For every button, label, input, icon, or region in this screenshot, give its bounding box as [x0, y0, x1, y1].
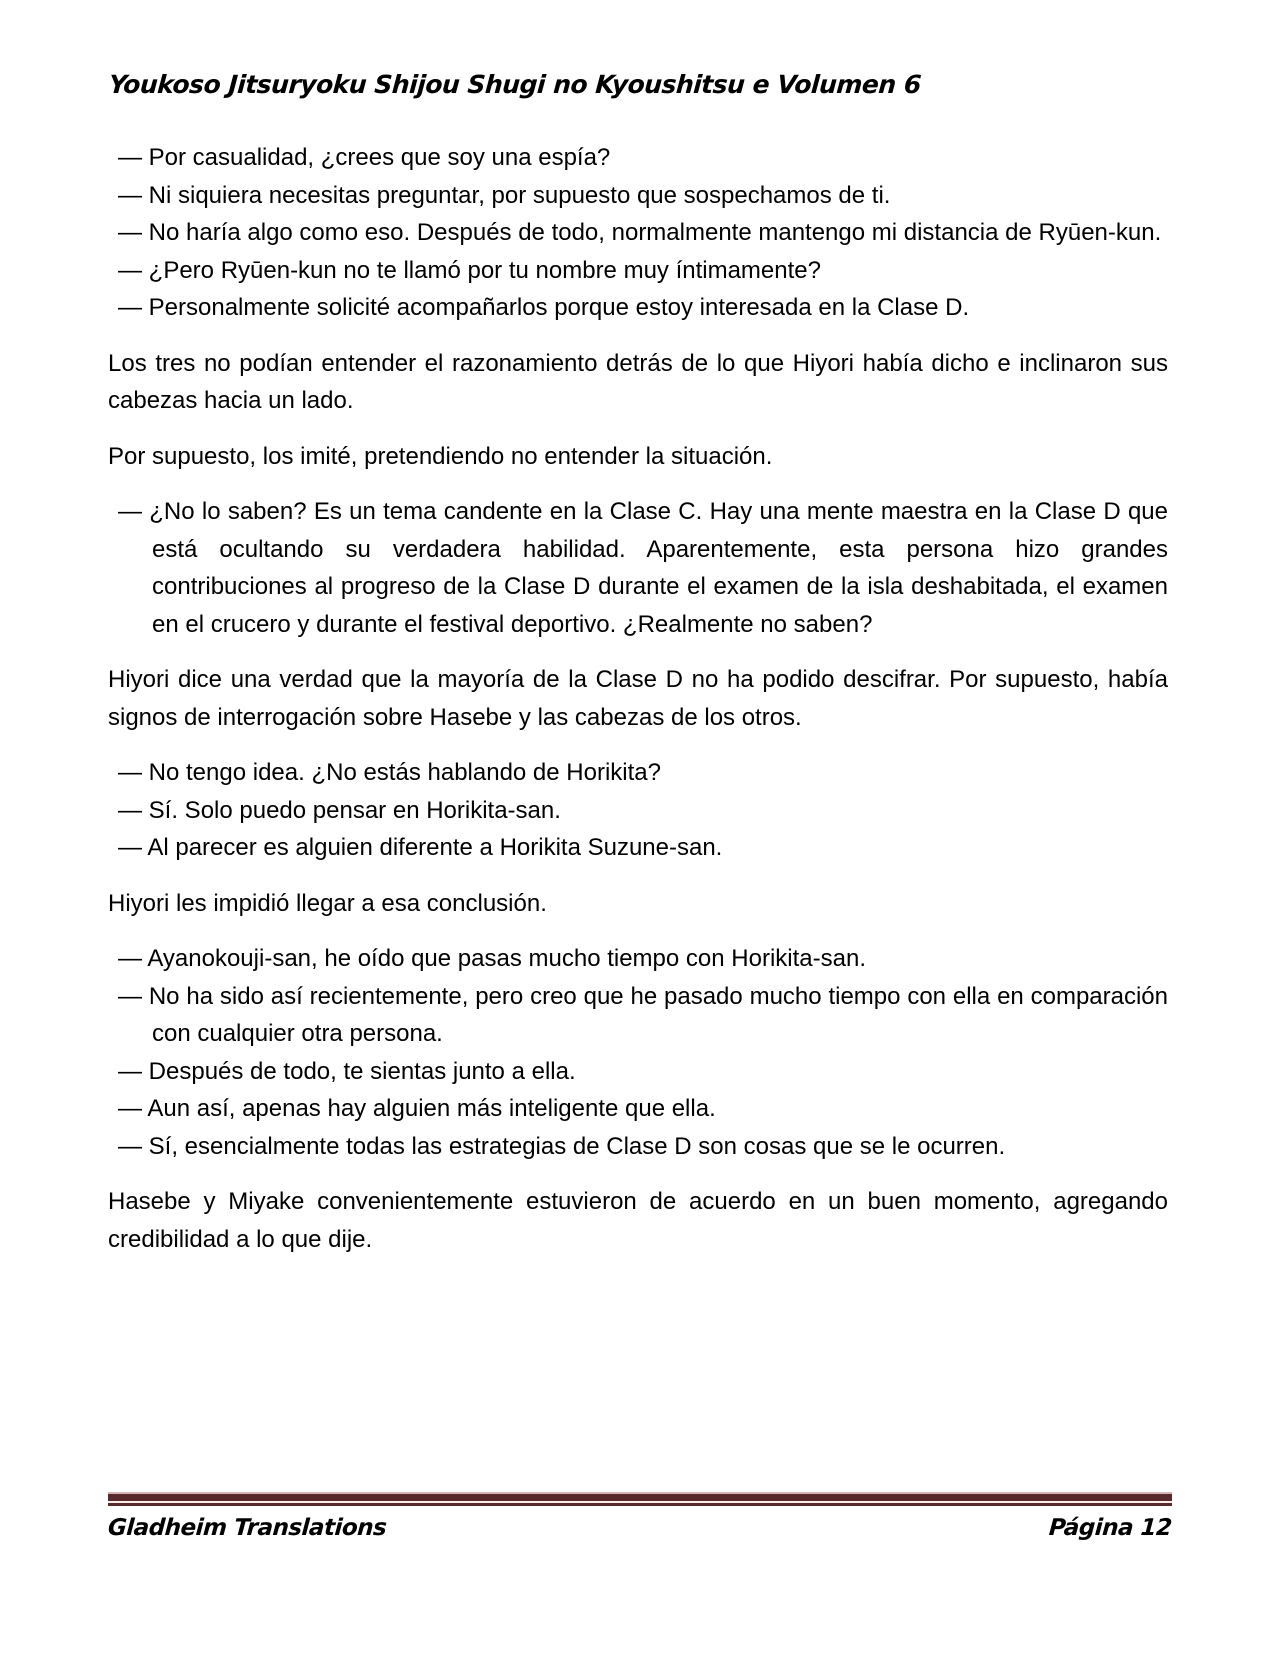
dialogue-line: — No ha sido así recientemente, pero creo que he pasado mucho tiempo con ella en comparación con cualquier otra persona.: [118, 982, 1168, 1047]
dialogue-group: [108, 139, 1168, 327]
narration-paragraph: Hasebe y Miyake convenientemente estuvieron de acuerdo en un buen momento, agregando credibilidad a lo que dije.: [108, 1188, 1168, 1253]
narration-paragraph: Por supuesto, los imité, pretendiendo no entender la situación.: [108, 442, 773, 470]
footer-text-row: [108, 1515, 1172, 1541]
dialogue-line: — Después de todo, te sientas junto a ella.: [118, 1057, 576, 1085]
dialogue-line: — No haría algo como eso. Después de todo, normalmente mantengo mi distancia de Ryūen-kun.: [118, 219, 1162, 246]
footer-rule: [108, 1492, 1172, 1506]
dialogue-line: — Personalmente solicité acompañarlos porque estoy interesada en la Clase D.: [118, 294, 970, 321]
dialogue-line: — ¿No lo saben? Es un tema candente en la Clase C. Hay una mente maestra en la Clase D que está ocultando su verdadera habilidad. Aparentemente, esta persona hizo grandes contribuciones al progreso de la Clase D durante el examen de la isla deshabitada, el examen en el crucero y durante el festival deportivo. ¿Realmente no saben?: [118, 498, 1168, 638]
dialogue-line: — Sí. Solo puedo pensar en Horikita-san.: [118, 796, 561, 824]
dialogue-line: — Sí, esencialmente todas las estrategias de Clase D son cosas que se le ocurren.: [118, 1132, 1006, 1160]
narration-paragraph: Los tres no podían entender el razonamiento detrás de lo que Hiyori había dicho e inclinaron sus cabezas hacia un lado.: [108, 349, 1168, 414]
dialogue-group: [108, 754, 1168, 867]
footer-rule-thick-line: [108, 1494, 1172, 1501]
narration-paragraph: Hiyori dice una verdad que la mayoría de la Clase D no ha podido descifrar. Por supuesto, había signos de interrogación sobre Hasebe y las cabezas de los otros.: [108, 666, 1168, 731]
dialogue-group: [108, 493, 1168, 643]
dialogue-line: — Ayanokouji-san, he oído que pasas mucho tiempo con Horikita-san.: [118, 945, 866, 972]
dialogue-line: — Al parecer es alguien diferente a Horikita Suzune-san.: [118, 834, 723, 861]
page-header-title: Youkoso Jitsuryoku Shijou Shugi no Kyoushitsu e Volumen 6: [108, 70, 922, 99]
footer-page-number: Página 12: [1048, 1515, 1173, 1541]
page-body: [108, 0, 1168, 1276]
footer-translator-credit: Gladheim Translations: [107, 1515, 388, 1541]
page-content: [108, 139, 1168, 1258]
footer-rule-thin-line: [108, 1503, 1172, 1506]
page-footer: [108, 1492, 1172, 1541]
dialogue-group: [108, 940, 1168, 1165]
dialogue-line: — Aun así, apenas hay alguien más inteligente que ella.: [118, 1095, 716, 1122]
dialogue-line: — ¿Pero Ryūen-kun no te llamó por tu nombre muy íntimamente?: [118, 256, 821, 284]
narration-paragraph: Hiyori les impidió llegar a esa conclusión.: [108, 889, 547, 917]
dialogue-line: — Por casualidad, ¿crees que soy una espía?: [118, 144, 611, 171]
dialogue-line: — No tengo idea. ¿No estás hablando de Horikita?: [118, 759, 661, 786]
dialogue-line: — Ni siquiera necesitas preguntar, por supuesto que sospechamos de ti.: [118, 181, 891, 209]
